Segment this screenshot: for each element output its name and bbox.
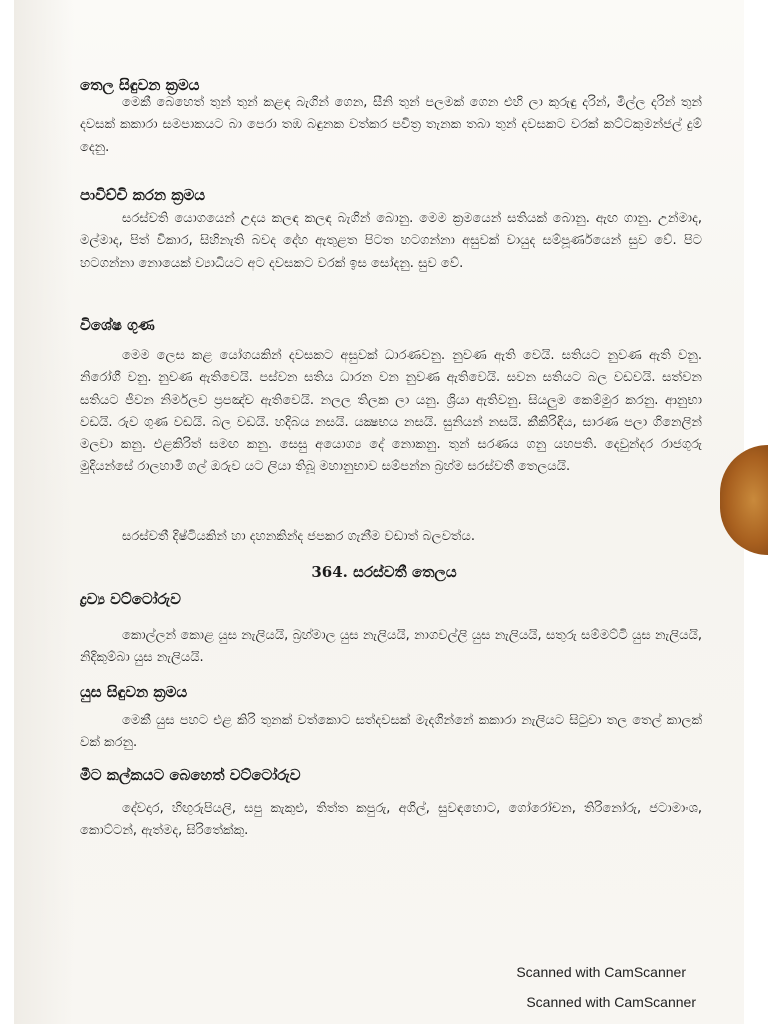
usage-text: සරස්වති යොගයෙන් උදය කලඳ කලඳ බැගින් බොනු. මෙම ක්‍රමයෙන් සතියක් බොනු. ඇඟ ගානු. උන්මාද, මල්මාද, පිත් විකාර, සිහිනැති බවද දේහ ඇතුළත පිටත හටගන්නා අසුවක් වායුද සම්පූර්ණයෙන් සුව වේ. පිට හටගන්නා නොයෙක් ව්‍යාධියට අට දවසකට වරක් ඉස සෝදනු. සුව වේ.	[80, 211, 702, 271]
closing-paragraph	[80, 526, 702, 548]
juice-paragraph	[80, 710, 702, 755]
scanner-watermark-1: Scanned with CamScanner	[516, 964, 686, 980]
special-heading: විශේෂ ගුණ	[80, 316, 155, 334]
special-paragraph	[80, 345, 702, 479]
paste-paragraph	[80, 798, 702, 843]
scanner-watermark-2: Scanned with CamScanner	[526, 994, 696, 1010]
juice-heading: යුස සිඳුවන ක්‍රමය	[80, 683, 188, 701]
usage-heading: පාවිච්චි කරන ක්‍රමය	[80, 186, 206, 204]
recipe-title	[0, 563, 768, 581]
usage-paragraph	[80, 208, 702, 275]
juice-text: මෙකී යුස පහට එළ කිරි තුනක් වත්කොට සත්දවසක් මැදගින්නේ කකාරා නැලියට සිටුවා තල තෙල් කාලක් වක් කරනු.	[80, 713, 702, 751]
oil-making-paragraph	[80, 92, 702, 159]
closing-text: සරස්වතී දිෂ්ටියකින් හා දහනකින්ද ජපකර ගැනීම වඩාත් බලවත්ය.	[122, 529, 475, 544]
recipe-number: 364.	[311, 563, 348, 581]
paste-heading: මීට කල්කයට බෙහෙත් වට්ටෝරුව	[80, 766, 301, 784]
ingredients-heading: ද්‍රව්‍ය වට්ටෝරුව	[80, 590, 181, 608]
page-fold-shadow	[14, 0, 74, 1024]
ingredients-text: කොල්ලන් කොළ යුස නැලියයි, බ්‍රහ්මාල යුස නැලියයි, නාගවල්ලි යුස නැලියයි, සතුරු සම්මට්ටි යුස නැලියයි, නිදිකුම්බා යුස නැලියයි.	[80, 628, 702, 666]
recipe-name: සරස්වතී තෙලය	[353, 563, 457, 581]
oil-making-text: මෙකී බෙහෙත් තුන් තුන් කළඳ බැගින් ගෙන, සීනි තුන් පලමක් ගෙන එහි ලා කුරුඳු දරින්, මිල්ල දරින් තුන් දවසක් කකාරා සමපාකයට බා පෙරා තඹ බඳුනක වත්කර පවිත්‍ර තැනක තබා තුන් දවසකට වරක් කට්ටකුමන්ජල් දුම් දෙනු.	[80, 95, 702, 155]
ingredients-paragraph	[80, 625, 702, 670]
special-text: මෙම ලෙස කළ යෝගයකින් දවසකට අසුවක් ධාරණවනු. නුවණ ඇති වෙයි. සතියට නුවණ ඇති වනු. නිරෝගී වනු. නුවණ ඇතිවෙයි. පස්වන සතිය ධාරන වන නුවණ ඇතිවෙයි. සවන සතියට බල වඩවයි. සත්වන සතියට ජීවන නිර්මලව ප්‍රපඤ්ච ඇතිවෙයි. නලල තිලක ලා යනු. ශ්‍රියා ඇතිවනු. සියලුම කෙම්මුර කරනු. ආනුභා වඩයි. රුව ගුණ වඩයි. බල වඩයි. හදිබය නසයි. යක්‍ෂභය නසයි. සුනියන් නසයි. කීකිරිඳිය, සාරණ පලා ගිනෙලින් මලවා කනු. එළකිරිත් සමඟ කනු. සෙසු අයොග්‍ය දේ නොකනු. තුන් සරණය ගනු යහපති. දෙවුන්දර රාජගුරු මුදියන්සේ රාලහාමි ගල් ඔරුව යට ලියා තිබූ මහානුභාව සම්පන්න බ්‍රහ්ම සරස්වතී තෙලයයි.	[80, 348, 702, 475]
oil-making-heading: තෙල සිඳුවන ක්‍රමය	[80, 76, 200, 94]
paste-text: දේවදාර, හිඟුරුපියලි, සපු කැකුළු, තිත්ත කපුරු, අගිල්, සුවඳහොට, ගෝරෝචන, තිරිනෝරු, ජටාමාංශ, කොට්ටන්, ඇත්මද, සිරිතේක්කු.	[80, 801, 702, 839]
